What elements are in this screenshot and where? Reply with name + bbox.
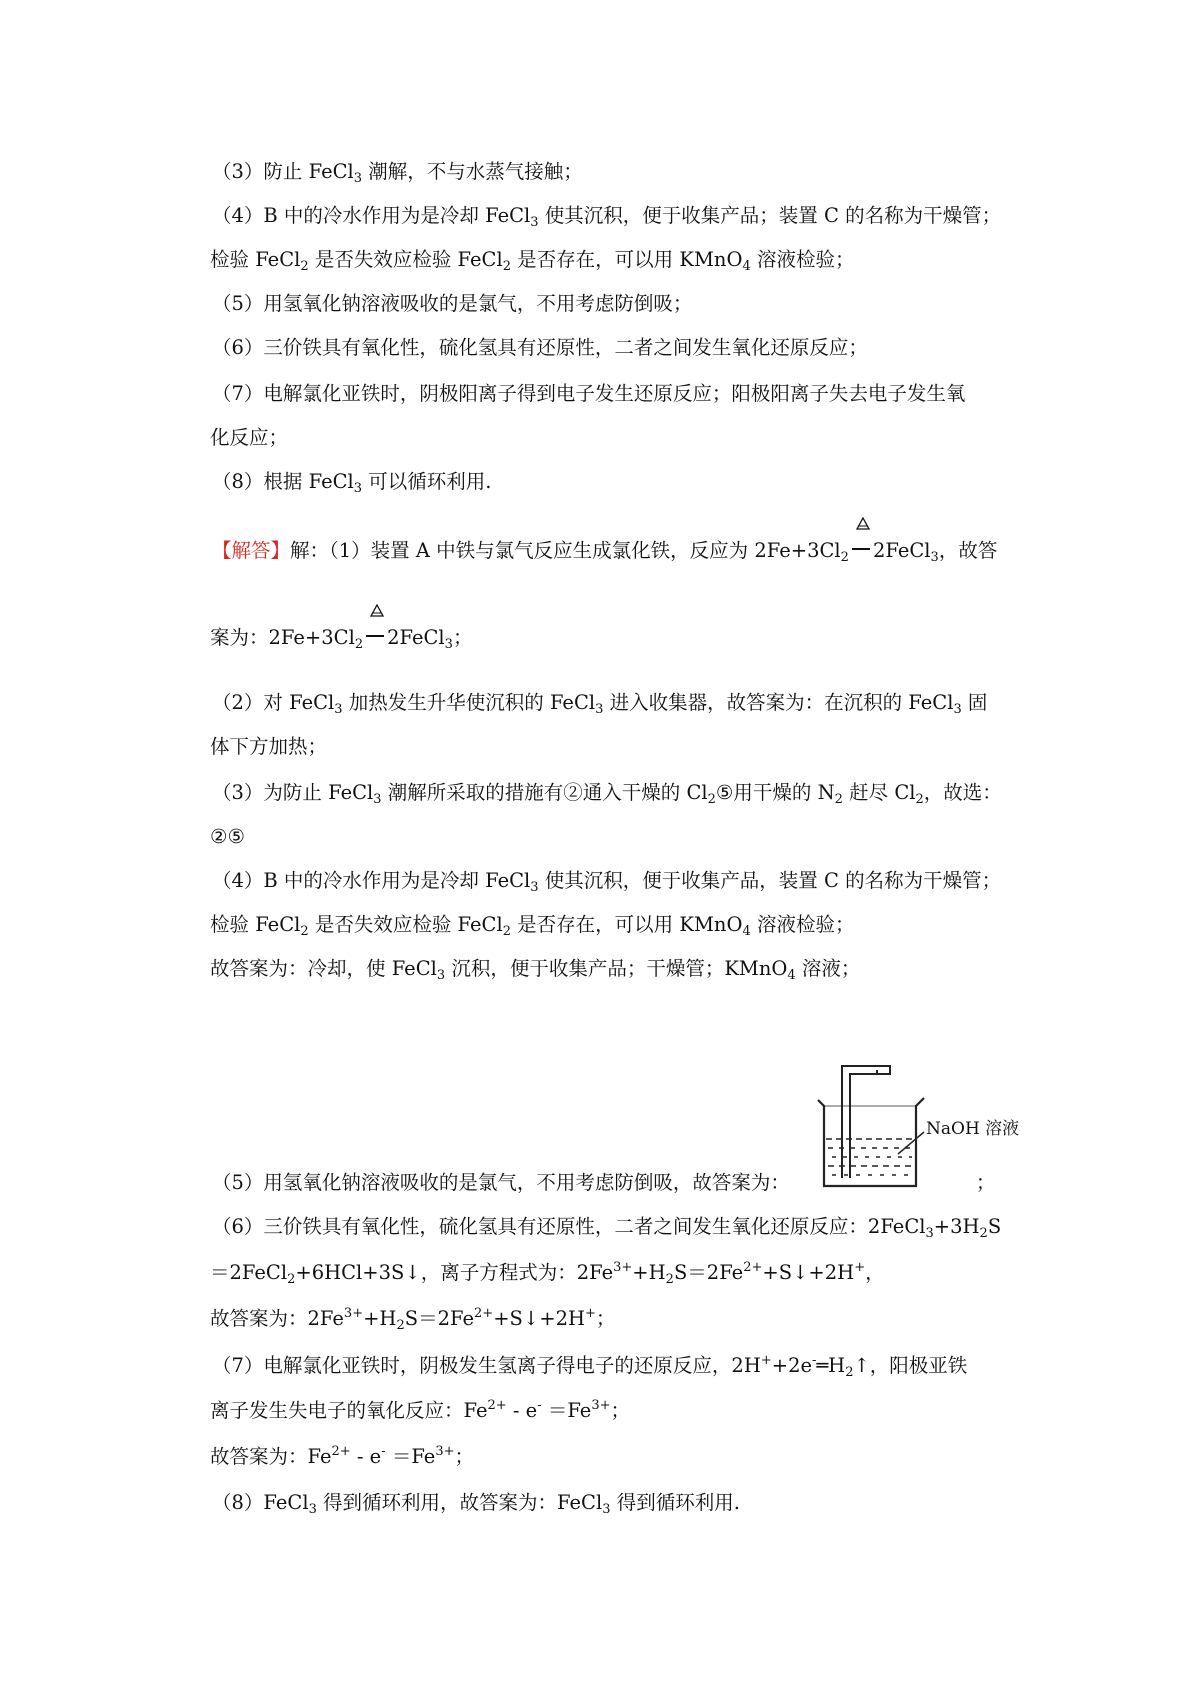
heating-condition-icon — [363, 626, 387, 646]
answer-line-1a: 【解答】解：（1）装置 A 中铁与氯气反应生成氯化铁，反应为 $2Fe+3Cl_2$ 2FeCl$_3$，故答 — [212, 538, 997, 564]
analysis-line-4b: 检验 FeCl$_2$ 是否失效应检验 FeCl$_2$ 是否存在，可以用 KMnO$_4$ 溶液检验； — [210, 248, 855, 274]
answer-line-6b: ＝2FeCl$_2$+6HCl+3S↓，离子方程式为：$2Fe^{3+}+H_2S=2Fe^{2+}+S↓+2H^+$， — [210, 1260, 885, 1287]
answer-line-2a: （2）对 FeCl$_3$ 加热发生升华使沉积的 FeCl$_3$ 进入收集器，故答案为：在沉积的 FeCl$_3$ 固 — [212, 691, 988, 717]
analysis-line-6: （6）三价铁具有氧化性，硫化氢具有还原性，二者之间发生氧化还原反应； — [212, 336, 868, 359]
answer-line-1b: 案为：$2Fe+3Cl_2$ 2FeCl$_3$； — [210, 625, 472, 651]
answer-line-8: （8）FeCl$_3$ 得到循环利用，故答案为：FeCl$_3$ 得到循环利用. — [212, 1491, 740, 1517]
answer-line-3a: （3）为防止 FeCl$_3$ 潮解所采取的措施有②通入干燥的 $Cl_2⑤$用干燥的 $N_2$ 赶尽 $Cl_2$，故选： — [212, 781, 1002, 807]
analysis-line-4a: （4）B 中的冷水作用为是冷却 FeCl$_3$ 使其沉积，便于收集产品；装置 C 的名称为干燥管； — [212, 204, 1002, 230]
answer-line-6a: （6）三价铁具有氧化性，硫化氢具有还原性，二者之间发生氧化还原反应：$2FeCl_3+3H_2S$ — [212, 1215, 1002, 1241]
analysis-line-7b: 化反应； — [210, 426, 289, 449]
naoh-label: NaOH 溶液 — [926, 1119, 1020, 1139]
analysis-line-8: （8）根据 FeCl$_3$ 可以循环利用. — [212, 470, 492, 496]
answer-line-7c: 故答案为：$Fe^{2+} - e^- =Fe^{3+}$； — [210, 1444, 475, 1468]
answer-line-4a: （4）B 中的冷水作用为是冷却 FeCl$_3$ 使其沉积，便于收集产品，装置 C 的名称为干燥管； — [212, 869, 1002, 895]
answer-line-4c: 故答案为：冷却，使 FeCl$_3$ 沉积，便于收集产品；干燥管；KMnO$_4$ 溶液； — [210, 957, 861, 983]
heating-condition-icon — [849, 539, 873, 559]
naoh-absorption-beaker-figure — [812, 1062, 1022, 1192]
answer-line-2b: 体下方加热； — [210, 735, 328, 758]
answer-line-7b: 离子发生失电子的氧化反应：$Fe^{2+} - e^- =Fe^{3+}$； — [210, 1398, 631, 1422]
analysis-line-5: （5）用氢氧化钠溶液吸收的是氯气，不用考虑防倒吸； — [212, 292, 693, 315]
answer-line-7a: （7）电解氯化亚铁时，阴极发生氢离子得电子的还原反应，$2H^++2e^-═H_2↑$，阳极亚铁 — [212, 1353, 968, 1380]
analysis-line-7a: （7）电解氯化亚铁时，阴极阳离子得到电子发生还原反应；阳极阳离子失去电子发生氧 — [212, 382, 966, 405]
answer-line-6c: 故答案为：$2Fe^{3+}+H_2S=2Fe^{2+}+S↓+2H^+$； — [210, 1306, 616, 1333]
answer-line-5: （5）用氢氧化钠溶液吸收的是氯气，不用考虑防倒吸，故答案为： ； — [212, 1171, 996, 1194]
analysis-line-3: （3）防止 FeCl$_3$ 潮解，不与水蒸气接触； — [212, 160, 583, 186]
answer-tag: 【解答】 — [212, 539, 291, 562]
answer-line-4b: 检验 FeCl$_2$ 是否失效应检验 FeCl$_2$ 是否存在，可以用 KMnO$_4$ 溶液检验； — [210, 913, 855, 939]
answer-line-3b: ②⑤ — [210, 825, 245, 848]
